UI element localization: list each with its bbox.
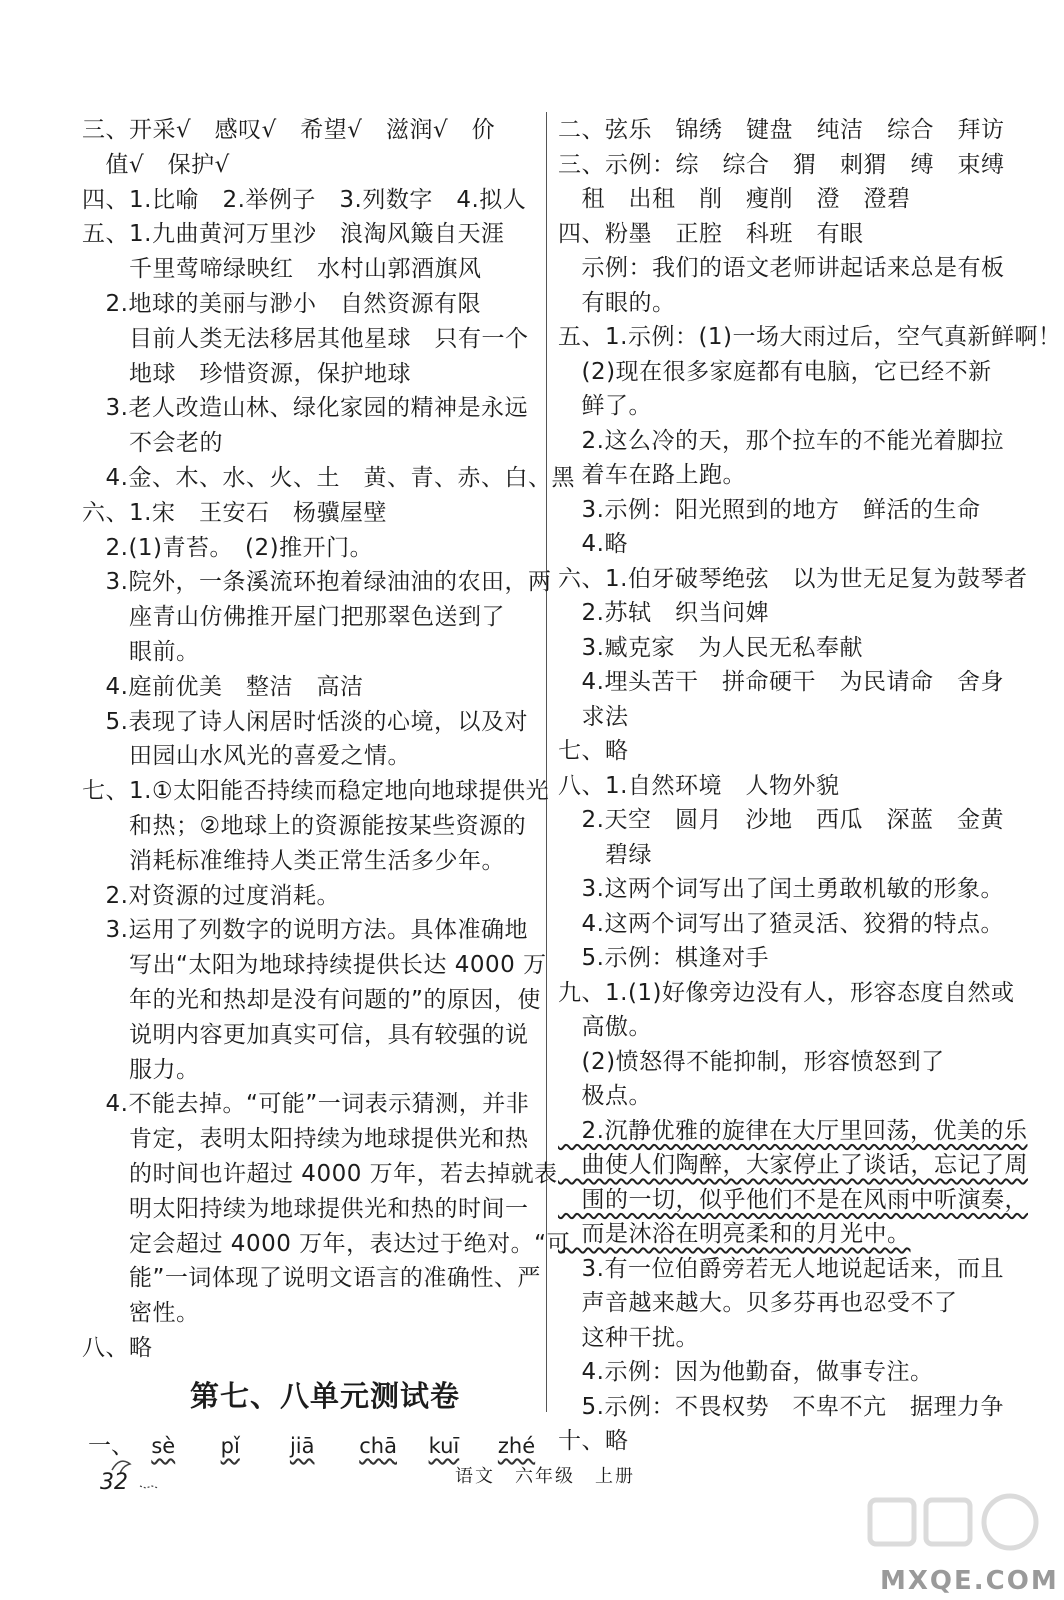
answer-line: 十、略 (558, 1428, 629, 1454)
pinyin-item: kuī (428, 1434, 460, 1458)
answer-line: 碧绿 (558, 841, 652, 868)
answer-line: 4.庭前优美 整洁 高洁 (82, 673, 364, 700)
answer-line: 5.表现了诗人闲居时恬淡的心境，以及对 (82, 708, 528, 735)
answer-line: 极点。 (558, 1083, 652, 1109)
answer-line: 肯定，表明太阳持续为地球提供光和热 (82, 1126, 529, 1153)
answer-line: 八、略 (82, 1335, 153, 1361)
answer-line: 5.示例：不畏权势 不卑不亢 据理力争 (558, 1393, 1004, 1420)
answer-line: 曲使人们陶醉，大家停止了谈话，忘记了周 (558, 1152, 1028, 1178)
answer-line: (2)现在很多家庭都有电脑，它已经不新 (558, 358, 992, 385)
pinyin-item: zhé (497, 1434, 536, 1458)
answer-line: 4.金、木、水、火、土 黄、青、赤、白、黑 (82, 465, 575, 491)
answer-line: 2.地球的美丽与渺小 自然资源有限 (82, 291, 481, 317)
answer-line: 示例：我们的语文老师讲起话来总是有板 (558, 255, 1005, 281)
answer-line: 3.运用了列数字的说明方法。具体准确地 (82, 917, 528, 944)
answer-line: 明太阳持续为地球提供光和热的时间一 (82, 1195, 529, 1222)
answer-line: 着车在路上跑。 (558, 462, 746, 488)
answer-line: (2)愤怒得不能抑制，形容愤怒到了 (558, 1048, 945, 1075)
answer-line: 三、示例：综 综合 猬 刺猬 缚 束缚 (558, 151, 1005, 178)
answer-line: 六、1.宋 王安石 杨骥屋壁 (82, 499, 387, 526)
answer-line: 而是沐浴在明亮柔和的月光中。 (558, 1221, 911, 1247)
answer-line: 五、1.示例：(1)一场大雨过后，空气真新鲜啊！ (558, 324, 1062, 350)
answer-line: 4.不能去掉。“可能”一词表示猜测，并非 (82, 1091, 530, 1118)
answer-line: 2.沉静优雅的旋律在大厅里回荡，优美的乐 (558, 1117, 1028, 1144)
answer-line: 这种干扰。 (558, 1324, 699, 1351)
answer-line: 3.臧克家 为人民无私奉献 (558, 634, 863, 661)
answer-line: 租 出租 削 瘦削 澄 澄碧 (558, 186, 911, 212)
answer-line: 年的光和热却是没有问题的”的原因，使 (82, 987, 541, 1013)
answer-line: 三、开采√ 感叹√ 希望√ 滋润√ 价 (82, 117, 496, 143)
pinyin-item: jiā (289, 1434, 315, 1458)
answer-line: 五、1.九曲黄河万里沙 浪淘风簸自天涯 (82, 221, 505, 248)
answer-line: 写出“太阳为地球持续提供长达 4000 万 (82, 952, 547, 979)
answer-line: 四、1.比喻 2.举例子 3.列数字 4.拟人 (82, 186, 527, 213)
answer-line: 田园山水风光的喜爱之情。 (82, 743, 411, 770)
section-title: 第七、八单元测试卷 (190, 1379, 461, 1413)
answer-line: 求法 (558, 703, 629, 730)
answer-line: 不会老的 (82, 430, 223, 457)
answer-line: 服力。 (82, 1056, 200, 1083)
answer-line: 密性。 (82, 1300, 200, 1327)
answer-line: 2.天空 圆月 沙地 西瓜 深蓝 金黄 (558, 807, 1004, 833)
answer-line: 的时间也许超过 4000 万年，若去掉就表 (82, 1161, 558, 1187)
pinyin-question-number: 一、 (88, 1433, 134, 1459)
pinyin-item: chā (359, 1434, 397, 1458)
answer-line: 八、1.自然环境 人物外貌 (558, 772, 840, 799)
answer-line: 2.(1)青苔。 (2)推开门。 (82, 534, 374, 561)
answer-line: 围的一切，似乎他们不是在风雨中听演奏， (558, 1186, 1028, 1213)
answer-line: 九、1.(1)好像旁边没有人，形容态度自然或 (558, 979, 1015, 1006)
answer-line: 能”一词体现了说明文语言的准确性、严 (82, 1265, 541, 1292)
page-number: 32 (100, 1470, 128, 1495)
answer-line: 声音越来越大。贝多芬再也忍受不了 (558, 1290, 958, 1316)
answer-line: 3.院外，一条溪流环抱着绿油油的农田，两 (82, 569, 552, 596)
answer-line: 有眼的。 (558, 289, 676, 316)
answer-line: 2.对资源的过度消耗。 (82, 882, 340, 909)
answer-line: 四、粉墨 正腔 科班 有眼 (558, 220, 864, 247)
answer-line: 地球 珍惜资源，保护地球 (82, 360, 411, 387)
answer-line: 4.示例：因为他勤奋，做事专注。 (558, 1359, 934, 1385)
footer-book-label: 语文 六年级 上册 (455, 1466, 635, 1487)
answer-line: 六、1.伯牙破琴绝弦 以为世无足复为鼓琴者 (558, 565, 1028, 592)
answer-line: 眼前。 (82, 639, 200, 665)
answer-line: 4.埋头苦干 拼命硬干 为民请命 舍身 (558, 669, 1004, 695)
answer-line: 4.略 (558, 531, 628, 557)
answer-line: 定会超过 4000 万年，表达过于绝对。“可 (82, 1230, 571, 1257)
answer-line: 3.老人改造山林、绿化家园的精神是永远 (82, 395, 528, 422)
answer-line: 鲜了。 (558, 393, 652, 419)
answer-line: 3.有一位伯爵旁若无人地说起话来，而且 (558, 1255, 1004, 1282)
answer-line: 消耗标准维持人类正常生活多少年。 (82, 847, 505, 874)
answer-line: 七、略 (558, 738, 629, 764)
answer-line: 二、弦乐 锦绣 键盘 纯洁 综合 拜访 (558, 117, 1005, 143)
answer-line: 七、1.①太阳能否持续而稳定地向地球提供光 (82, 778, 550, 805)
answer-line: 千里莺啼绿映红 水村山郭酒旗风 (82, 256, 482, 283)
answer-line: 5.示例：棋逢对手 (558, 945, 769, 971)
answer-line: 3.示例：阳光照到的地方 鲜活的生命 (558, 496, 981, 523)
answer-line: 3.这两个词写出了闰土勇敢机敏的形象。 (558, 876, 1004, 902)
watermark-text: MXQE.COM (880, 1566, 1059, 1596)
answer-line: 和热；②地球上的资源能按某些资源的 (82, 813, 527, 839)
answer-line: 2.苏轼 织当问婢 (558, 600, 769, 626)
answer-line: 座青山仿佛推开屋门把那翠色送到了 (82, 604, 505, 631)
pinyin-item: pǐ (220, 1434, 240, 1458)
pinyin-item: sè (151, 1434, 176, 1458)
answer-line: 说明内容更加真实可信，具有较强的说 (82, 1021, 529, 1048)
answer-line: 4.这两个词写出了猹灵活、狡猾的特点。 (558, 910, 1004, 937)
answer-line: 高傲。 (558, 1014, 652, 1040)
answer-line: 2.这么冷的天，那个拉车的不能光着脚拉 (558, 427, 1004, 454)
answer-line: 值√ 保护√ (82, 151, 230, 178)
answer-line: 目前人类无法移居其他星球 只有一个 (82, 325, 529, 352)
column-divider (546, 112, 547, 1412)
